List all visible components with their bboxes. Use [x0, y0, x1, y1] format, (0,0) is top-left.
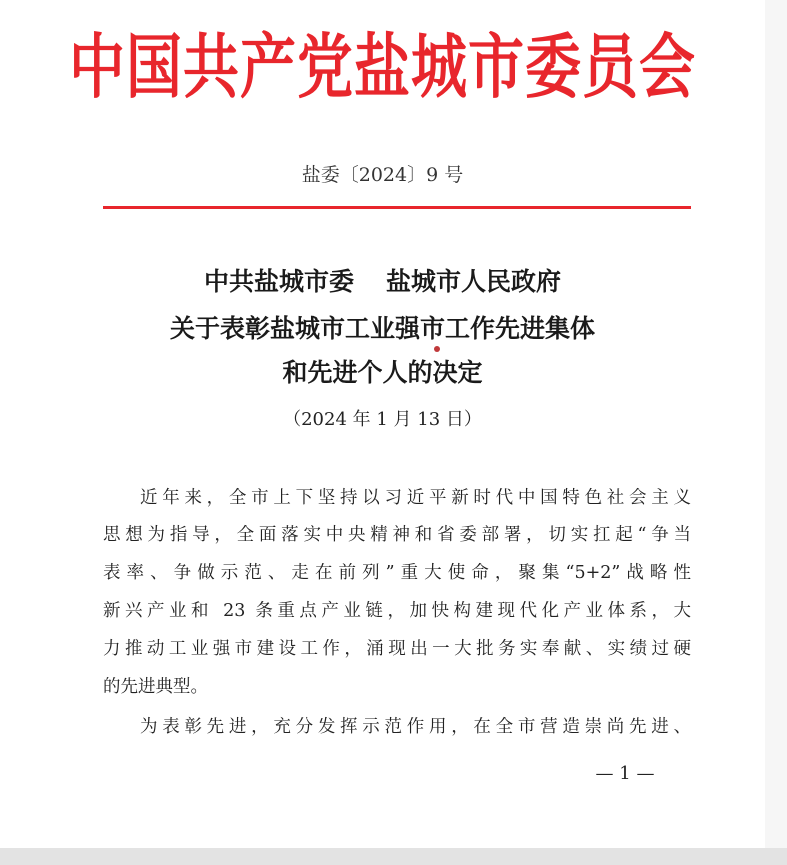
decision-title-line-2: 关于表彰盐城市工业强市工作先进集体 [169, 314, 595, 343]
viewer-bottom-margin [0, 848, 787, 865]
body-paragraph-1-line-3: 表率、争做示范、走在前列”重大使命，聚集“5+2”战略性 [103, 563, 691, 583]
red-divider-line [103, 206, 691, 209]
document-number: 盐委〔2024〕9 号 [301, 164, 464, 186]
issuer-party-committee: 中共盐城市委 [203, 267, 354, 296]
decision-title-line-3: 和先进个人的决定 [282, 358, 483, 387]
body-paragraph-1-line-6: 的先进典型。 [103, 677, 208, 697]
body-paragraph-1-line-1: 近年来，全市上下坚持以习近平新时代中国特色社会主义 [140, 488, 691, 508]
decision-date: （2024 年 1 月 13 日） [283, 409, 482, 430]
body-paragraph-1-line-5: 力推动工业强市建设工作，涌现出一大批务实奉献、实绩过硬 [103, 639, 691, 659]
decision-title-line-1 [0, 262, 765, 298]
body-paragraph-2-line-1: 为表彰先进，充分发挥示范作用，在全市营造崇尚先进、 [140, 717, 691, 737]
ink-dot-mark [434, 346, 440, 352]
body-paragraph-1-line-4: 新兴产业和 23 条重点产业链，加快构建现代化产业体系，大 [103, 601, 691, 621]
body-paragraph-1-line-2: 思想为指导，全面落实中央精神和省委部署，切实扛起“争当 [103, 525, 691, 545]
masthead-title: 中国共产党盐城市委员会 [69, 25, 696, 109]
viewer-right-margin [765, 0, 787, 848]
issuer-city-government: 盐城市人民政府 [386, 267, 562, 296]
page-number: — 1 — [595, 763, 655, 784]
